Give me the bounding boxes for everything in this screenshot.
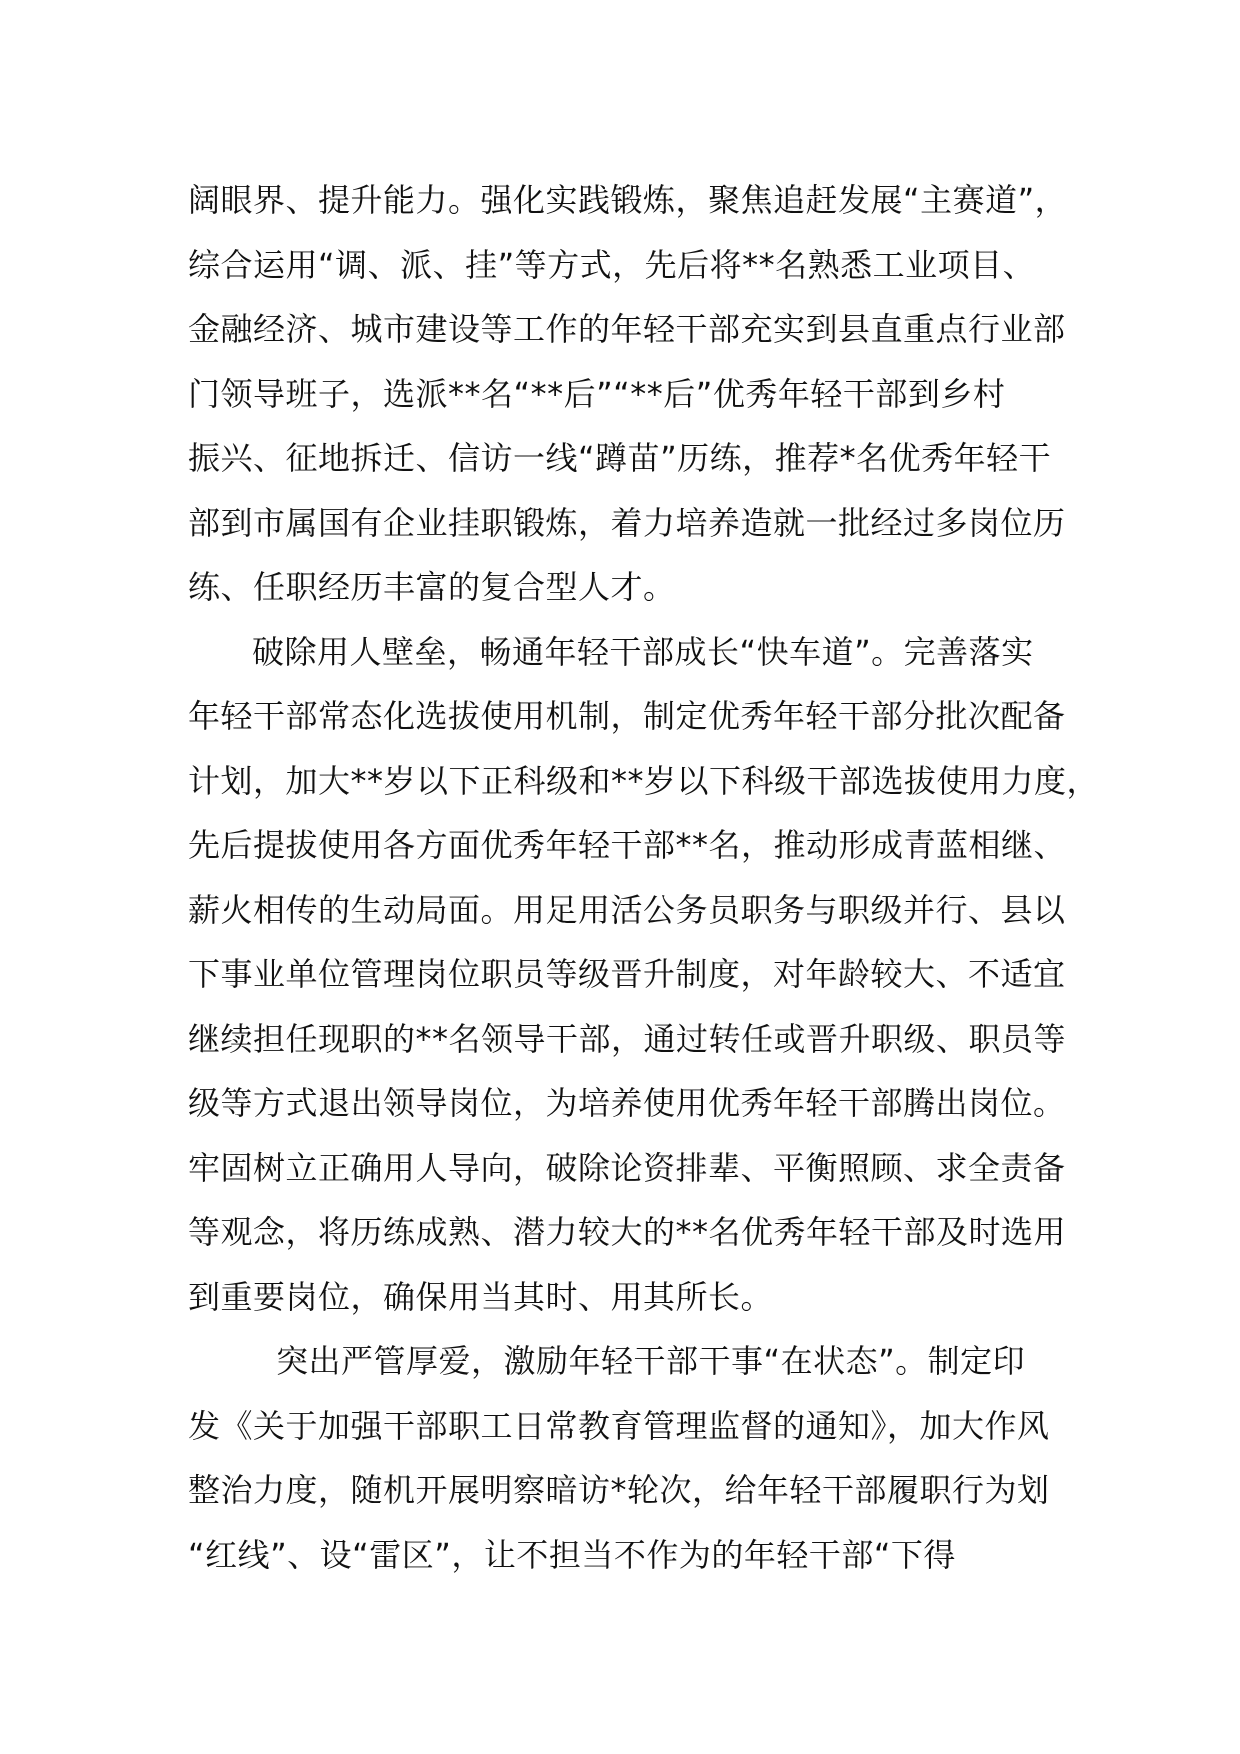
text-line: 金融经济、城市建设等工作的年轻干部充实到县直重点行业部 xyxy=(188,310,1066,348)
text-line: 阔眼界、提升能力。强化实践锻炼，聚焦追赶发展“主赛道”， xyxy=(188,181,1068,219)
text-line: 下事业单位管理岗位职员等级晋升制度，对年龄较大、不适宜 xyxy=(188,955,1066,993)
text-line: “红线”、设“雷区”，让不担当不作为的年轻干部“下得 xyxy=(188,1535,956,1574)
text-line: 整治力度，随机开展明察暗访*轮次，给年轻干部履职行为划 xyxy=(188,1471,1050,1509)
document-body xyxy=(188,168,1100,1587)
text-line: 牢固树立正确用人导向，破除论资排辈、平衡照顾、求全责备 xyxy=(188,1148,1066,1187)
text-line: 计划，加大**岁以下正科级和**岁以下科级干部选拔使用力度， xyxy=(188,761,1100,800)
text-line: 先后提拔使用各方面优秀年轻干部**名，推动形成青蓝相继、 xyxy=(188,826,1067,864)
paragraph-start-line: 突出严管厚爱，激励年轻干部干事“在状态”。制定印 xyxy=(276,1342,1026,1380)
text-line: 到重要岗位，确保用当其时、用其所长。 xyxy=(188,1277,774,1316)
text-line: 等观念，将历练成熟、潜力较大的**名优秀年轻干部及时选用 xyxy=(188,1213,1067,1251)
text-line: 综合运用“调、派、挂”等方式，先后将**名熟悉工业项目、 xyxy=(188,245,1036,284)
text-line: 级等方式退出领导岗位，为培养使用优秀年轻干部腾出岗位。 xyxy=(188,1084,1066,1122)
paragraph-start-line: 破除用人壁垒，畅通年轻干部成长“快车道”。完善落实 xyxy=(252,632,1034,671)
text-line: 练、任职经历丰富的复合型人才。 xyxy=(188,568,676,606)
text-line: 部到市属国有企业挂职锻炼，着力培养造就一批经过多岗位历 xyxy=(188,503,1066,542)
text-line: 门领导班子，选派**名“**后”“**后”优秀年轻干部到乡村 xyxy=(188,374,1006,413)
text-line: 振兴、征地拆迁、信访一线“蹲苗”历练，推荐*名优秀年轻干 xyxy=(188,439,1052,477)
text-line: 继续担任现职的**名领导干部，通过转任或晋升职级、职员等 xyxy=(188,1019,1067,1058)
text-line: 年轻干部常态化选拔使用机制，制定优秀年轻干部分批次配备 xyxy=(188,697,1066,735)
text-line: 薪火相传的生动局面。用足用活公务员职务与职级并行、县以 xyxy=(188,890,1066,929)
text-line: 发《关于加强干部职工日常教育管理监督的通知》，加大作风 xyxy=(188,1406,1050,1445)
